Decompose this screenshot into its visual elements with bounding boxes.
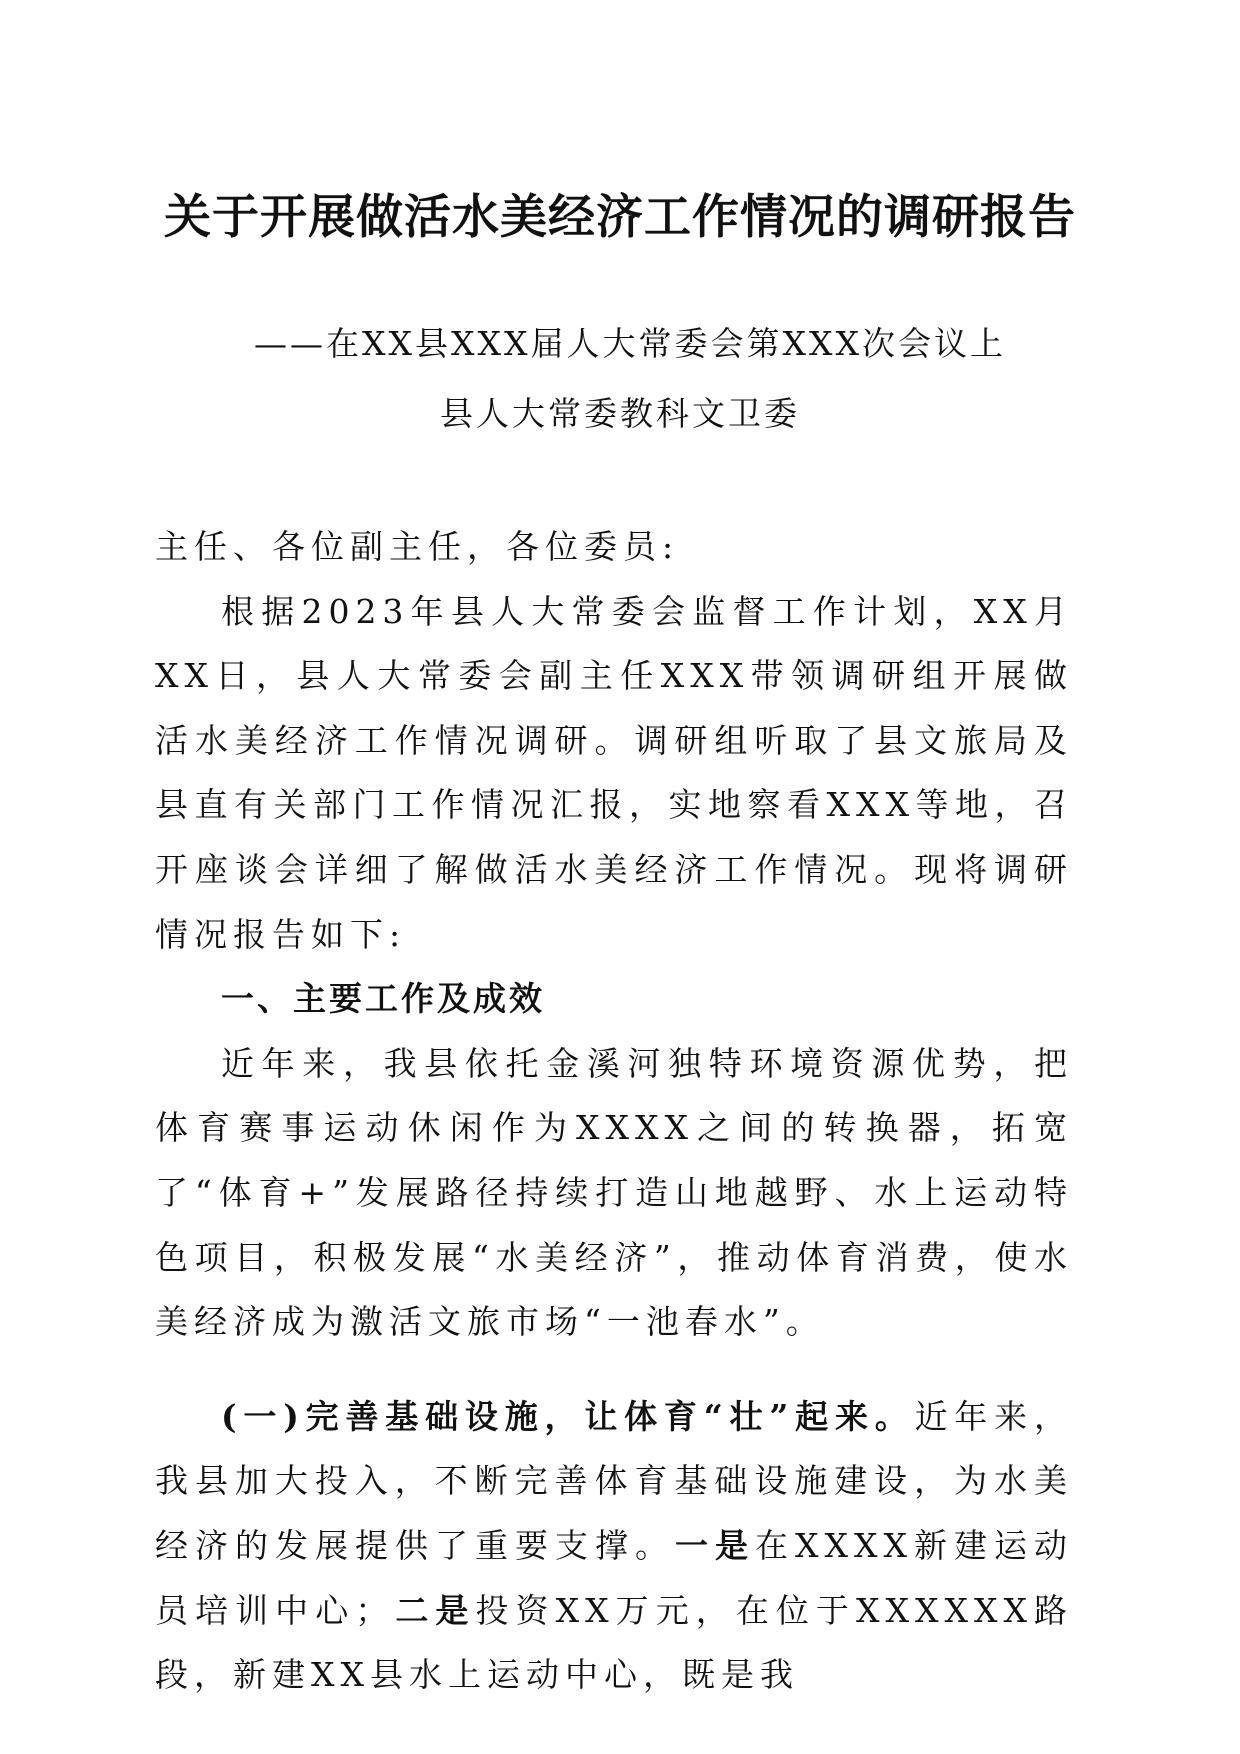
document-body (155, 515, 1073, 1708)
document-title: 关于开展做活水美经济工作情况的调研报告 (164, 190, 1076, 245)
document-subtitle-author: 县人大常委教科文卫委 (440, 394, 800, 433)
second-item-label: 二是 (394, 1590, 476, 1630)
document-subtitle-meeting: ——在XX县XXX届人大常委会第XXX次会议上 (254, 324, 1006, 363)
first-item-text: 在XXXX新建运动员培训中心； (155, 1525, 1074, 1630)
section-heading-main-work: 一、主要工作及成效 (221, 979, 545, 1019)
second-item-text: 投资XX万元，在位于XXXXXX路段，新建XX县水上运动中心，既是我 (155, 1590, 1074, 1695)
subsection-heading-infrastructure: (一)完善基础设施，让体育“壮”起来。 (221, 1396, 915, 1436)
subsection-paragraph-infrastructure (155, 1385, 1073, 1708)
intro-paragraph: 根据2023年县人大常委会监督工作计划，XX月XX日，县人大常委会副主任XXX带领调研组开展做活水美经济工作情况调研。调研组听取了县文旅局及县直有关部门工作情况汇报，实地察看XXX等地，召开座谈会详细了解做活水美经济工作情况。现将调研情况报告如下: (155, 591, 1074, 954)
salutation: 主任、各位副主任，各位委员: (155, 527, 680, 566)
first-item-label: 一是 (675, 1525, 756, 1565)
overview-paragraph: 近年来，我县依托金溪河独特环境资源优势，把体育赛事运动休闲作为XXXX之间的转换器，拓宽了“体育+”发展路径持续打造山地越野、水上运动特色项目，积极发展“水美经济”，推动体育消费，使水美经济成为激活文旅市场“一池春水”。 (155, 1043, 1073, 1342)
subsection-text: 近年来，我县加大投入，不断完善体育基础设施建设，为水美经济的发展提供了重要支撑。 (155, 1396, 1073, 1565)
